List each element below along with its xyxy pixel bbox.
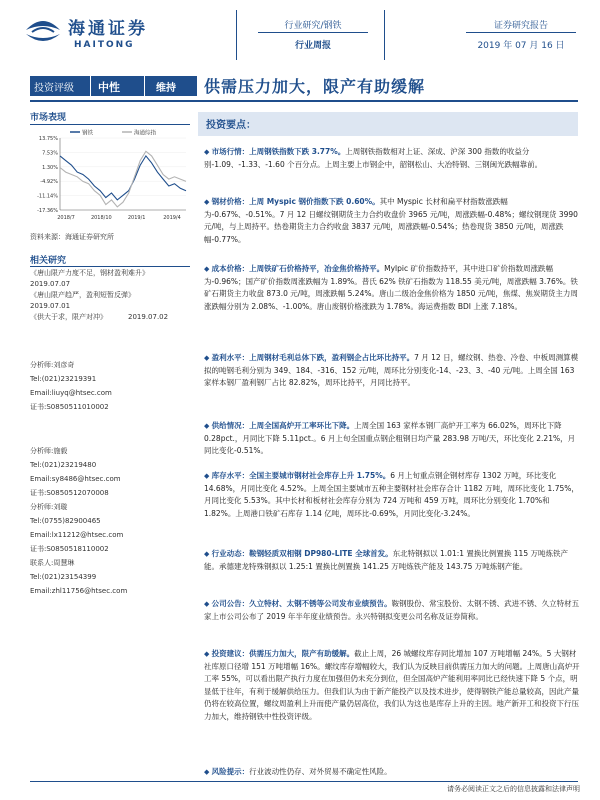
point-head: 行业动态：鞍钢轻质双相钢 DP980-LITE 全球首发。 (211, 549, 393, 558)
report-kind: 行业周报 (294, 41, 331, 51)
chart-source: 资料来源：海通证券研究所 (30, 233, 114, 241)
point-body: 上周全国 163 家样本钢厂高炉开工率为 66.02%，周环比下降 0.28pct.，月同比下降 5.11pct.。6 月上旬全国重点钢企粗钢日均产量 283.98 万吨/天，环比变化 2.21%，月同比变化-0.51%。 (204, 421, 576, 455)
analyst-email[interactable]: Email:sy8486@htsec.com (30, 475, 121, 483)
point-body: 7 月 12 日，螺纹钢、热卷、冷卷、中板周测算模拟的吨钢毛利分别为 349、184、-316、152 元/吨，周环比分别变化-14、-23、3、-40 元/吨。上周全国 163 家样本钢厂盈利钢厂占比 82.82%，周环比持平，月同比持平。 (204, 353, 579, 387)
legend-label: 钢铁 (82, 130, 94, 137)
analyst-cert: 证书:S0850511010002 (30, 403, 109, 411)
analyst-block (30, 444, 195, 500)
point-company-news (204, 598, 580, 623)
point-body: 鞍钢股份、常宝股份、太钢不锈、武进不锈、久立特材五家上市公司公布了 2019 年半年度业绩预告。永兴特钢拟变更公司名称及证券简称。 (204, 599, 580, 621)
x-tick-label: 2018/10 (90, 215, 112, 221)
market-performance-title: 市场表现 (30, 113, 67, 123)
related-research-title: 相关研究 (30, 256, 67, 266)
logo-english-name: HAITONG (74, 40, 135, 50)
analyst-tel: Tel:(021)23154399 (30, 573, 97, 581)
related-item-date: 2019.07.01 (30, 302, 71, 310)
point-supply (204, 420, 580, 458)
rating-value: 中性 (98, 81, 120, 94)
point-body: 截止上周，26 城螺纹库存同比增加 107 万吨增幅 24%。5 大钢材社库原口径增 151 万吨增幅 16%。螺纹库存增幅较大，我们认为反映目前供需压力加大的问题。上周唐山高炉开工率 55%，可以看出限产执行力度在加强但仍未充分到位，但全国高炉产能利用率同比已经快速下降 5 个点，明显低于往年，有利于缓解供给压力。但我们认为由于新产能投产以及技术进步，使得钢铁产能总量较高，因此产量仍将在较高位置，螺纹周盈利上升而使产量仍居高位，我们认为这也是库存上升的主因。地产新开工和投资下行压力加大，维持钢铁中性投资评级。 (204, 649, 580, 721)
point-investment-advice (204, 648, 580, 723)
series-line (60, 151, 186, 207)
point-head: 供给情况：上周全国高炉开工率环比下降。 (211, 421, 355, 430)
bullet-icon: ◆ (204, 650, 212, 658)
title-rule (30, 100, 578, 102)
analyst-name: 分析师:施毅 (30, 447, 68, 455)
bullet-icon: ◆ (204, 472, 212, 480)
point-profit (204, 352, 580, 390)
market-performance-chart (30, 128, 190, 224)
x-tick-label: 2019/1 (127, 215, 146, 221)
related-item[interactable]: 《唐山限产力度不足，钢材盈利难升》 (30, 269, 149, 277)
y-tick-label: 7.53% (42, 150, 58, 157)
bullet-icon: ◆ (204, 265, 212, 273)
rating-label: 投资评级 (34, 83, 74, 94)
bullet-icon: ◆ (204, 768, 212, 776)
rating-divider (144, 76, 145, 96)
point-inventory (204, 470, 580, 520)
point-head: 市场行情：上周钢铁指数下跌 3.77%。 (211, 147, 346, 156)
point-head: 库存水平：全国主要城市钢材社会库存上升 1.75%。 (211, 471, 391, 480)
analyst-name: 分析师:刘璇 (30, 503, 68, 511)
analyst-cert: 证书:S0850518110002 (30, 545, 109, 553)
related-item-date: 2019.07.07 (30, 280, 71, 288)
header-divider (236, 10, 237, 60)
y-tick-label: 1.30% (42, 164, 58, 171)
point-head: 公司公告：久立特材、太钢不锈等公司发布业绩预告。 (211, 599, 392, 608)
y-tick-label: -4.92% (40, 179, 58, 186)
analyst-block (30, 556, 195, 598)
related-research-list (30, 268, 195, 323)
key-points-title: 投资要点： (206, 120, 256, 131)
analyst-block (30, 500, 195, 556)
point-body: 行业波动性仍存、对外贸易不确定性风险。 (249, 767, 392, 776)
bullet-icon: ◆ (204, 600, 212, 608)
report-title: 供需压力加大，限产有助缓解 (204, 77, 426, 96)
logo-chinese-name: 海通证券 (68, 19, 148, 39)
y-tick-label: 13.75% (38, 136, 58, 142)
related-item[interactable]: 《供大于求，限产对冲》 (30, 313, 107, 321)
analyst-block (30, 358, 195, 414)
rating-divider (90, 76, 91, 96)
analyst-cert: 证书:S0850512070008 (30, 489, 109, 497)
point-body: Mylpic 矿价指数持平，其中进口矿价指数周涨跌幅为-0.96%；国产矿价指数周涨跌幅为 1.89%。普氏 62% 铁矿石指数为 118.55 美元/吨，周涨跌幅 3.76%。铁矿石期货主力收盘 873.0 元/吨，周涨跌幅 5.24%。唐山二级冶金焦价格为 1850 元/吨，焦煤、焦炭期货主力周涨跌幅分别为 2.08%、-1.00%。唐山废钢价格涨跌为 1.78%。海运费指数 BDI 上涨 7.18%。 (204, 264, 578, 311)
bullet-icon: ◆ (204, 354, 212, 362)
point-market (204, 146, 580, 171)
analyst-email[interactable]: Email:zhl11756@htsec.com (30, 587, 128, 595)
bullet-icon: ◆ (204, 422, 212, 430)
point-risk (204, 766, 580, 779)
y-tick-label: -17.36% (37, 208, 58, 214)
x-tick-label: 2018/7 (57, 215, 75, 221)
report-date: 2019 年 07 月 16 日 (477, 41, 565, 51)
related-item[interactable]: 《唐山限产趋严，盈利短暂反弹》 (30, 291, 135, 299)
rating-bar (30, 76, 197, 96)
x-tick-label: 2019/4 (163, 215, 181, 221)
analyst-name: 分析师:刘彦奇 (30, 361, 75, 369)
haitong-logo-icon (22, 12, 64, 48)
point-head: 成本价格：上周铁矿石价格持平，冶金焦价格持平。 (211, 264, 385, 273)
analyst-tel: Tel:(0755)82900465 (30, 517, 101, 525)
report-type: 证券研究报告 (493, 21, 548, 31)
point-body: 上周钢铁指数相对上证、深成、沪深 300 指数的收益分别-1.09、-1.33、-1.60 个百分点。上周主要上市钢企中，韶钢松山、大冶特钢、三钢闽光跌幅靠前。 (204, 147, 543, 169)
point-body: 其中 Myspic 长材和扁平材指数涨跌幅为-0.67%、-0.51%。7 月 12 日螺纹钢期货主力合约收盘价 3965 元/吨，周涨跌幅-0.48%；螺纹钢现货 3990 元/吨，与上周持平。热卷期货主力合约收盘 3837 元/吨，周涨跌幅-0.54%；热卷现货 3850 元/吨，周涨跌幅-0.77%。 (204, 197, 578, 244)
footer-rule (30, 781, 578, 782)
analyst-name: 联系人:周慧琳 (30, 559, 75, 567)
point-cost (204, 263, 580, 313)
section-rule (30, 266, 190, 267)
point-head: 投资建议：供需压力加大，限产有助缓解。 (211, 649, 355, 658)
point-head: 风险提示： (211, 767, 250, 776)
footer-disclaimer: 请务必阅读正文之后的信息披露和法律声明 (447, 785, 580, 793)
related-item-date: 2019.07.02 (128, 313, 169, 321)
point-body: 东北特钢拟以 1.01:1 置换比例置换 115 万吨炼铁产能。承德建龙特殊钢拟以 1.25:1 置换比例置换 141.25 万吨炼铁产能及 143.75 万吨炼钢产能。 (204, 549, 568, 571)
point-body: 6 月上旬重点钢企钢材库存 1302 万吨，环比变化 14.68%，月同比变化 4.52%。上周全国主要城市五种主要钢材社会库存合计 1182 万吨，周环比变化 1.75%，月同比变化 5.53%。其中长材和板材社会库存分别为 724 万吨和 459 万吨，周环比分别变化 1.70%和 1.82%。上周港口铁矿石库存 1.14 亿吨，周环比-0.69%，月同比变化-3.24%。 (204, 471, 579, 518)
rating-action: 维持 (156, 83, 176, 94)
point-head: 盈利水平：上周钢材毛利总体下跌，盈利钢企占比环比持平。 (211, 353, 415, 362)
analyst-tel: Tel:(021)23219480 (30, 461, 97, 469)
analyst-email[interactable]: Email:liuyq@htsec.com (30, 389, 112, 397)
point-industry-news (204, 548, 580, 573)
bullet-icon: ◆ (204, 148, 212, 156)
header-rule (466, 32, 576, 33)
legend-label: 海通综指 (134, 130, 157, 137)
analyst-email[interactable]: Email:lx11212@htsec.com (30, 531, 124, 539)
analyst-tel: Tel:(021)23219391 (30, 375, 97, 383)
section-rule (30, 124, 190, 125)
header-divider (384, 10, 385, 60)
y-tick-label: -11.14% (37, 193, 58, 200)
report-category: 行业研究/钢铁 (284, 21, 342, 31)
bullet-icon: ◆ (204, 198, 212, 206)
bullet-icon: ◆ (204, 550, 212, 558)
point-head: 钢材价格：上周 Myspic 钢价指数下跌 0.60%。 (211, 197, 380, 206)
point-steel-price (204, 196, 580, 246)
header-rule (258, 32, 368, 33)
